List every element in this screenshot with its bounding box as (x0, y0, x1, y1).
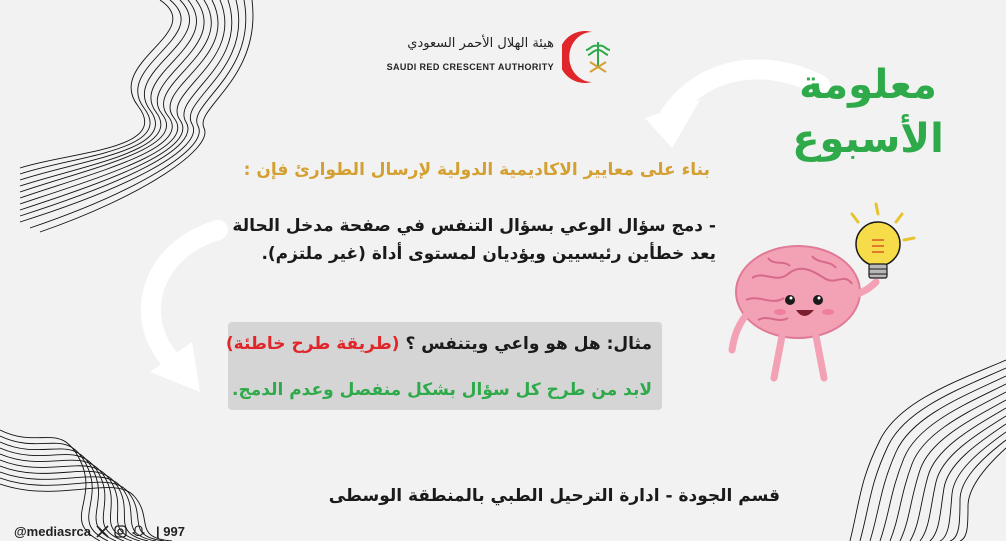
intro-text: بناء على معايير الاكاديمية الدولية لإرسال الطوارئ فإن : (243, 160, 710, 180)
social-handle: @mediasrca (14, 523, 91, 539)
snapchat-icon (132, 525, 145, 538)
example-correction: لابد من طرح كل سؤال بشكل منفصل وعدم الدمج. (232, 380, 652, 400)
example-box (225, 322, 662, 410)
title-line-1: معلومة (799, 62, 937, 108)
x-icon (96, 525, 109, 538)
red-crescent-icon (562, 28, 618, 86)
main-point-line-2: يعد خطأين رئيسيين ويؤديان لمستوى أداة (غير ملتزم). (261, 244, 716, 264)
logo-english-name: SAUDI RED CRESCENT AUTHORITY (386, 62, 554, 72)
instagram-icon (114, 525, 127, 538)
logo-arabic-name: هيئة الهلال الأحمر السعودي (407, 36, 554, 51)
example-line (226, 334, 652, 354)
lightbulb-icon (852, 204, 914, 278)
example-question: مثال: هل هو واعي ويتنفس ؟ (405, 334, 652, 354)
main-point (156, 212, 716, 268)
top-left-wave-lines (20, 0, 253, 232)
brain-character-illustration (728, 200, 928, 390)
example-wrong-tag: (طريقة طرح خاطئة) (225, 334, 400, 354)
department-footer: قسم الجودة - ادارة الترحيل الطبي بالمنطقة الوسطى (328, 486, 780, 506)
main-point-line-1: - دمج سؤال الوعي بسؤال التنفس في صفحة مدخل الحالة (232, 216, 716, 236)
sra-logo (388, 28, 618, 86)
social-footer (14, 522, 185, 540)
title-line-2: الأسبوع (792, 116, 944, 162)
page-title (788, 58, 948, 166)
brain-body (736, 246, 860, 338)
emergency-number: | 997 (156, 523, 185, 539)
